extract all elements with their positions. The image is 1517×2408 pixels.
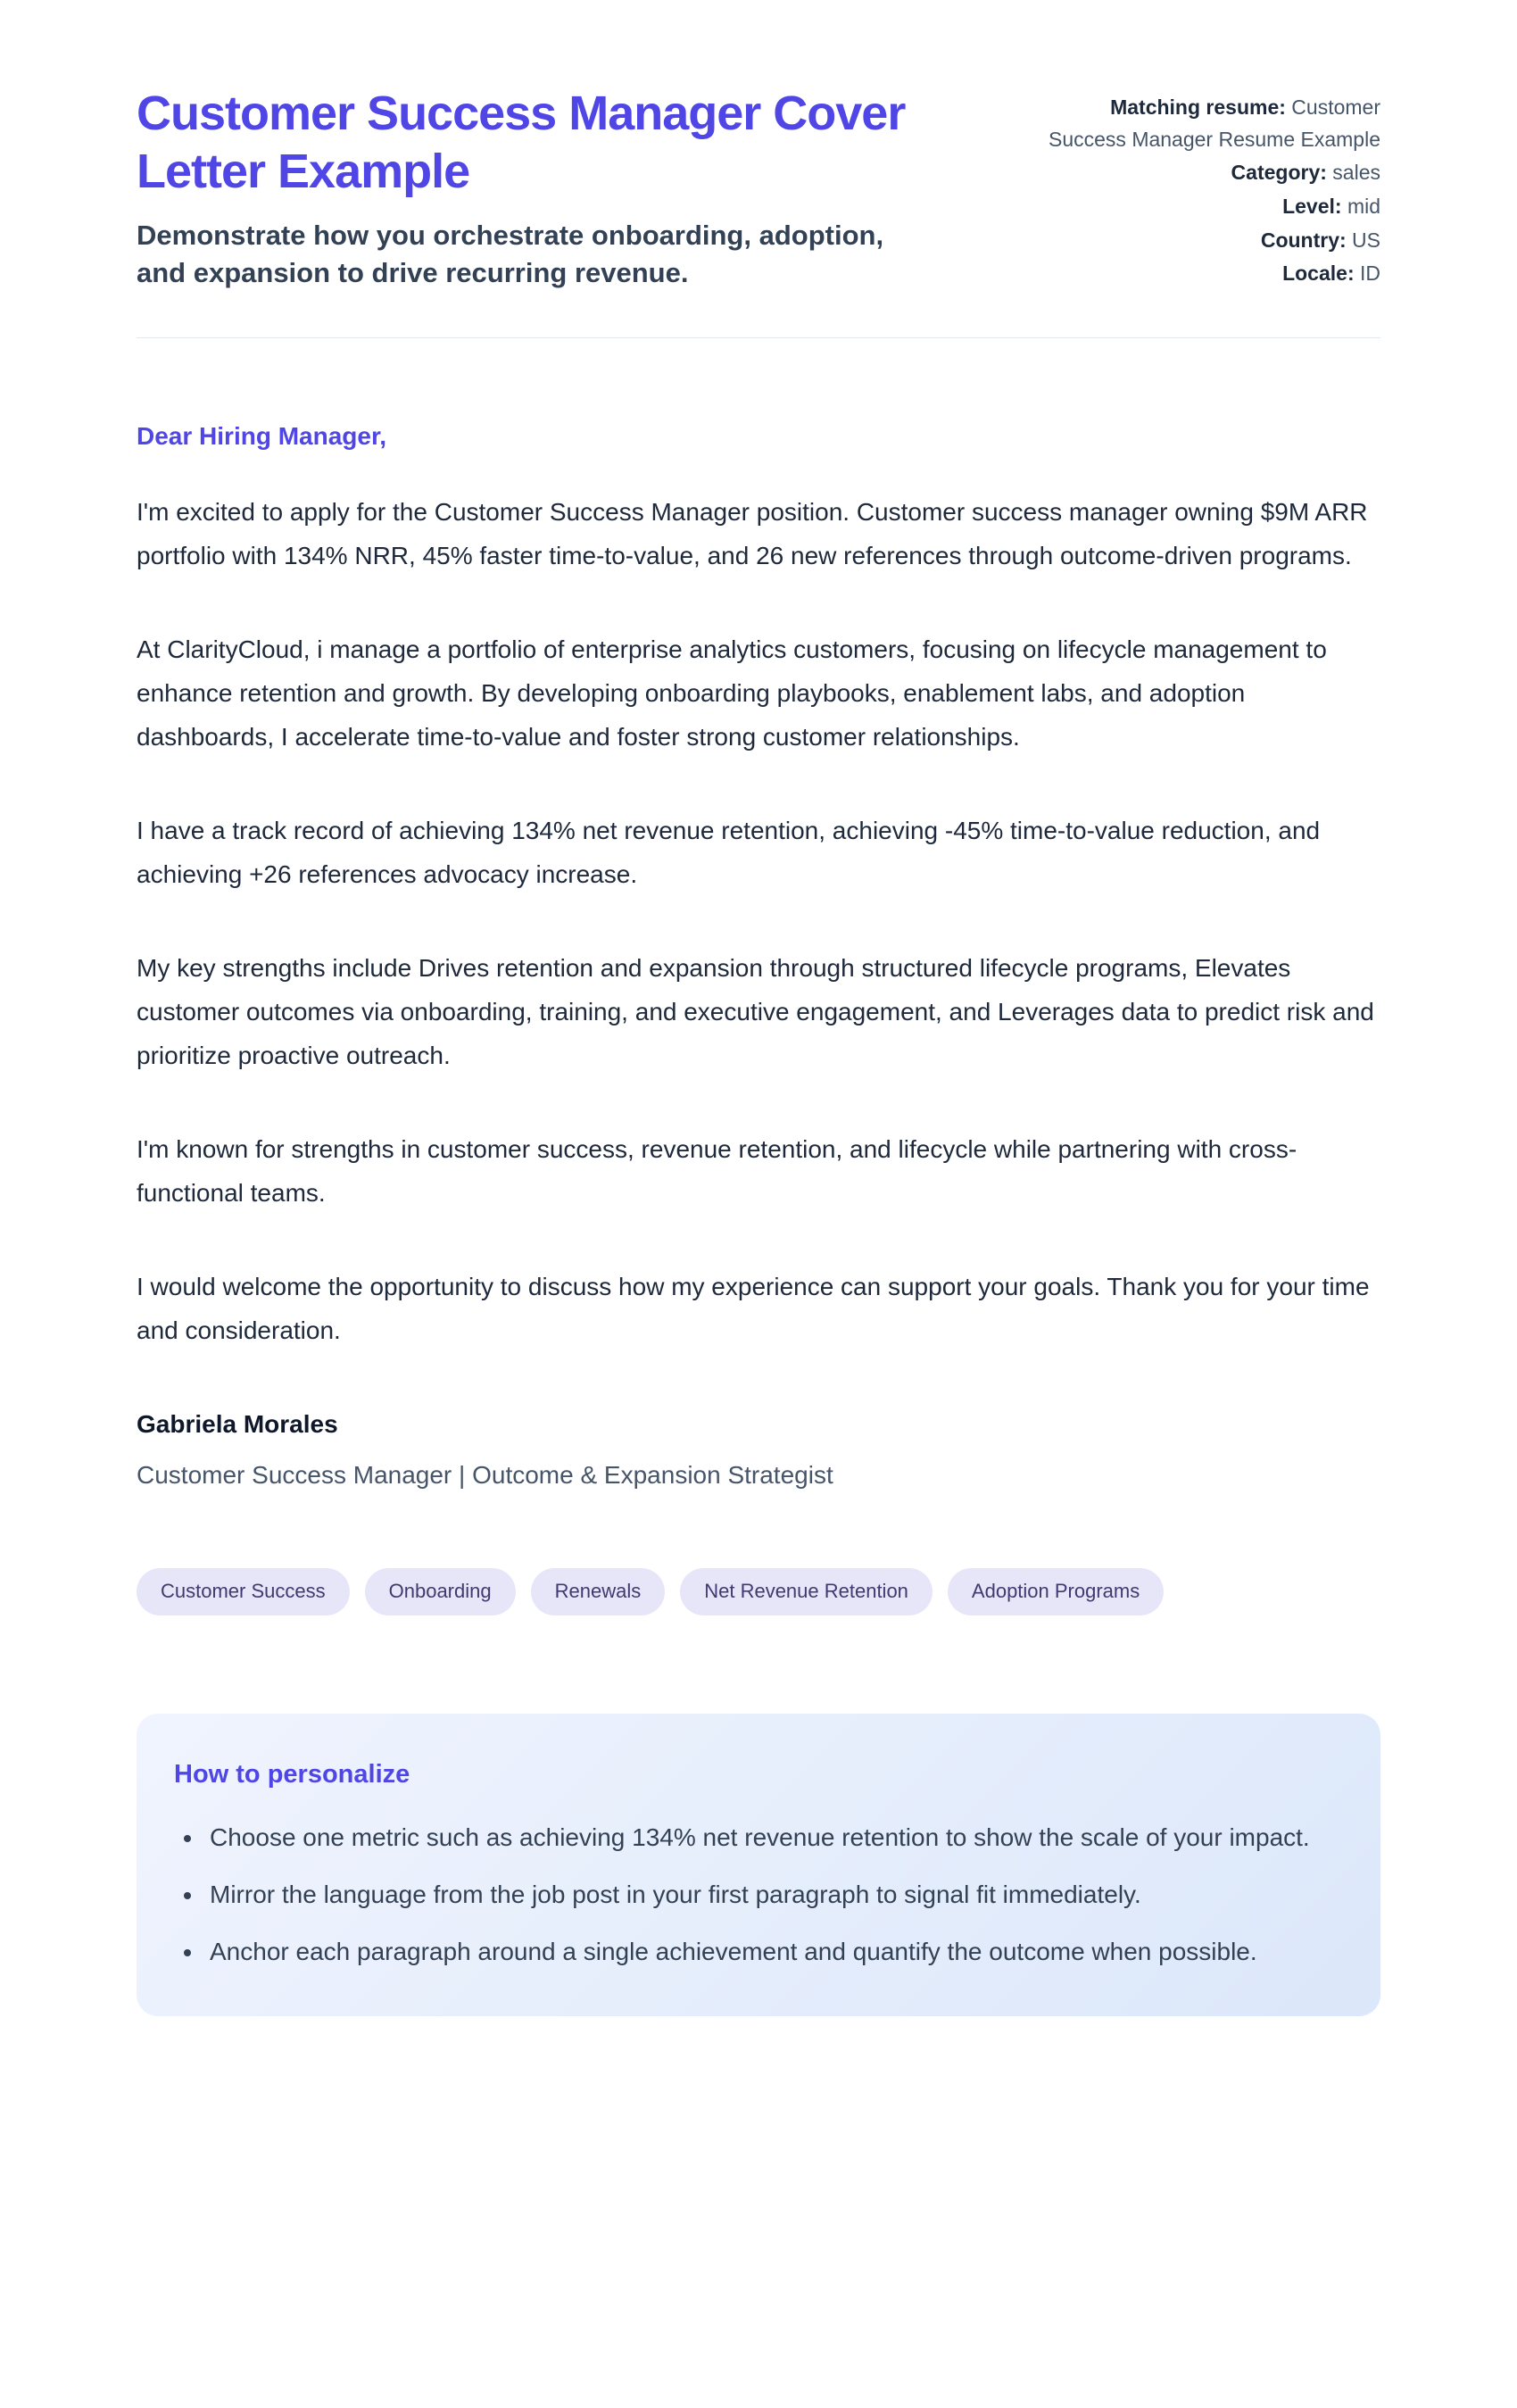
letter-paragraph: I would welcome the opportunity to discuss how my experience can support your goals. Thank you for your time and consideration. <box>137 1273 1370 1345</box>
meta-value: sales <box>1332 161 1380 185</box>
header <box>137 85 1380 293</box>
meta-level <box>1037 191 1380 223</box>
meta-value: Customer Success Manager Resume Example <box>1049 95 1380 151</box>
meta-matching-resume <box>1037 92 1380 155</box>
personalize-tip-list <box>174 1816 1338 1973</box>
meta-label: Country: <box>1260 228 1347 252</box>
personalize-tip: • Anchor each paragraph around a single achievement and quantify the outcome when possible. <box>204 1931 1338 1973</box>
personalize-tip: • Mirror the language from the job post in your first paragraph to signal fit immediately. <box>204 1873 1338 1916</box>
tag-onboarding[interactable]: Onboarding <box>365 1568 516 1615</box>
personalize-tip: • Choose one metric such as achieving 134% net revenue retention to show the scale of your impact. <box>204 1816 1338 1859</box>
tag-list <box>137 1568 1380 1615</box>
page-subtitle: Demonstrate how you orchestrate onboarding, adoption, and expansion to drive recurring revenue. <box>137 219 884 289</box>
cover-letter <box>137 414 1380 1497</box>
signature-block <box>137 1402 1380 1497</box>
letter-greeting: Dear Hiring Manager, <box>137 422 387 451</box>
letter-paragraph: At ClarityCloud, i manage a portfolio of enterprise analytics customers, focusing on lifecycle management to enhance retention and growth. By developing onboarding playbooks, enablement labs, and adoption dashboards, I accelerate time-to-value and foster strong customer relationships. <box>137 635 1327 751</box>
header-title-block <box>137 85 922 293</box>
meta-value: ID <box>1360 262 1380 286</box>
letter-paragraph: I'm known for strengths in customer success, revenue retention, and lifecycle while partnering with cross-functional teams. <box>137 1135 1297 1208</box>
tag-renewals[interactable]: Renewals <box>531 1568 666 1615</box>
letter-paragraph: I have a track record of achieving 134% net revenue retention, achieving -45% time-to-value reduction, and achieving +26 references advocacy increase. <box>137 817 1321 889</box>
meta-label: Locale: <box>1282 262 1355 286</box>
tag-customer-success[interactable]: Customer Success <box>137 1568 350 1615</box>
personalize-card-title: How to personalize <box>174 1759 410 1789</box>
meta-label: Category: <box>1231 161 1327 185</box>
meta-label: Matching resume: <box>1110 95 1286 119</box>
header-divider <box>137 337 1380 338</box>
meta-value: mid <box>1347 194 1380 218</box>
meta-country <box>1037 225 1380 257</box>
tag-net-revenue-retention[interactable]: Net Revenue Retention <box>680 1568 933 1615</box>
meta-value: US <box>1352 228 1380 252</box>
tag-adoption-programs[interactable]: Adoption Programs <box>948 1568 1164 1615</box>
letter-paragraph: My key strengths include Drives retention and expansion through structured lifecycle programs, Elevates customer outcomes via onboarding, training, and executive engagement, and Leverages data to predict risk and prioritize proactive outreach. <box>137 954 1374 1070</box>
signature-name: Gabriela Morales <box>137 1410 338 1439</box>
meta-locale <box>1037 258 1380 290</box>
letter-paragraph: I'm excited to apply for the Customer Success Manager position. Customer success manager owning $9M ARR portfolio with 134% NRR, 45% faster time-to-value, and 26 new references through outcome-driven programs. <box>137 498 1368 570</box>
meta-panel <box>1037 85 1380 292</box>
personalize-card <box>137 1714 1380 2016</box>
page-title: Customer Success Manager Cover Letter Example <box>137 87 906 198</box>
meta-category <box>1037 157 1380 189</box>
meta-label: Level: <box>1282 194 1342 218</box>
signature-role: Customer Success Manager | Outcome & Expansion Strategist <box>137 1461 833 1490</box>
